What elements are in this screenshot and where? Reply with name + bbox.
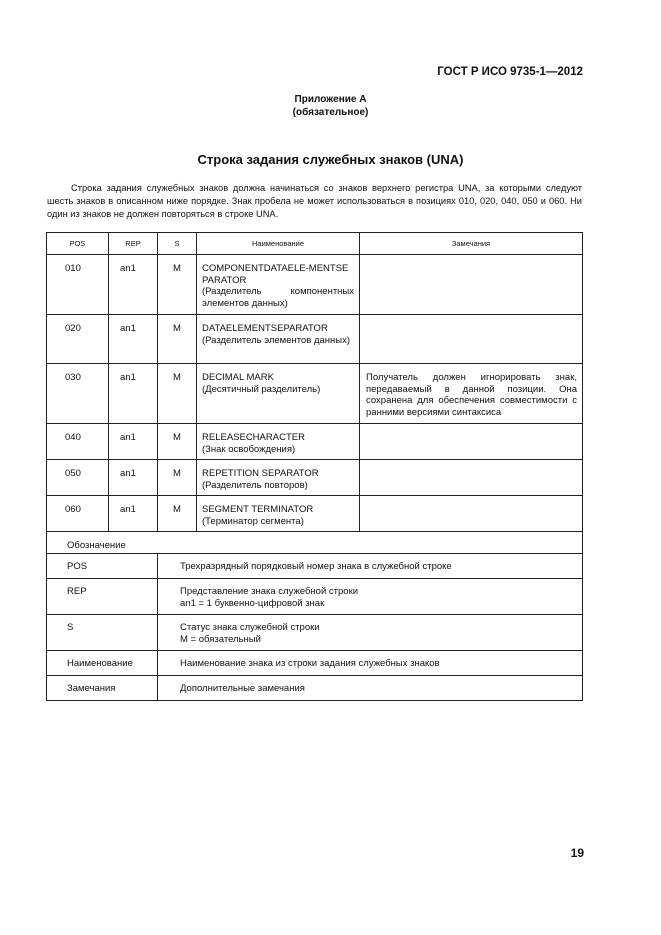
header-name: Наименование [197, 233, 360, 255]
row-pos: 060 [47, 496, 109, 532]
annex-status: (обязательное) [292, 107, 369, 118]
row-name-desc: (Терминатор сегмента) [202, 515, 304, 527]
row-remark [360, 460, 583, 496]
row-name-code: DECIMAL MARK [202, 372, 274, 383]
header-rep: REP [109, 233, 158, 255]
row-name-code: COMPONENTDATAELE-MENTSEPARATOR [202, 263, 349, 286]
legend-line1: Наименование знака из строки задания служебных знаков [180, 658, 440, 669]
row-name-code: DATAELEMENTSEPARATOR [202, 323, 328, 334]
table-row [47, 364, 583, 424]
una-table [46, 232, 583, 701]
legend-title: Обозначение [47, 532, 583, 554]
legend-row [47, 554, 583, 579]
row-name [197, 315, 360, 364]
table-header-row [47, 233, 583, 255]
row-rep: an1 [109, 424, 158, 460]
row-remark [360, 424, 583, 460]
row-name-code: REPETITION SEPARATOR [202, 468, 319, 479]
row-name-code: SEGMENT TERMINATOR [202, 504, 314, 515]
table-row [47, 424, 583, 460]
row-name-desc: (Знак освобождения) [202, 443, 296, 455]
section-title: Строка задания служебных знаков (UNA) [197, 152, 464, 167]
row-pos: 050 [47, 460, 109, 496]
legend-key: Наименование [47, 651, 158, 676]
row-remark [360, 255, 583, 315]
row-name-code: RELEASECHARACTER [202, 432, 305, 443]
row-name-desc: (Разделитель компонентных элементов данных) [202, 286, 354, 309]
legend-value [158, 676, 583, 701]
row-status: M [158, 364, 197, 424]
row-status: M [158, 496, 197, 532]
intro-paragraph [47, 182, 582, 221]
row-remark: Получатель должен игнорировать знак, передаваемый в данной позиции. Она сохранена для обеспечения совместимости с ранними версиями синтаксиса [360, 364, 583, 424]
header-remarks: Замечания [360, 233, 583, 255]
legend-line2: M = обязательный [180, 633, 261, 645]
row-name-desc: (Разделитель элементов данных) [202, 334, 351, 346]
legend-value [158, 554, 583, 579]
row-status: M [158, 424, 197, 460]
legend-line1: Трехразрядный порядковый номер знака в служебной строке [180, 561, 452, 572]
legend-row [47, 615, 583, 651]
legend-line1: Представление знака служебной строки [180, 586, 359, 597]
legend-row [47, 651, 583, 676]
header-pos: POS [47, 233, 109, 255]
table-row [47, 255, 583, 315]
row-rep: an1 [109, 315, 158, 364]
legend-value [158, 651, 583, 676]
row-name-desc: (Десятичный разделитель) [202, 383, 321, 395]
legend-key: S [47, 615, 158, 651]
row-name [197, 364, 360, 424]
row-remark [360, 315, 583, 364]
legend-key: REP [47, 579, 158, 615]
row-name [197, 255, 360, 315]
legend-title-row [47, 532, 583, 554]
legend-key: POS [47, 554, 158, 579]
legend-line1: Дополнительные замечания [180, 683, 305, 694]
legend-line1: Статус знака служебной строки [180, 622, 320, 633]
table-row [47, 496, 583, 532]
standard-number: ГОСТ Р ИСО 9735-1—2012 [437, 66, 583, 78]
legend-value [158, 579, 583, 615]
row-name [197, 496, 360, 532]
row-status: M [158, 315, 197, 364]
row-rep: an1 [109, 460, 158, 496]
annex-title: Приложение А [294, 94, 367, 105]
row-status: M [158, 460, 197, 496]
legend-value [158, 615, 583, 651]
row-remark [360, 496, 583, 532]
legend-line2: an1 = 1 буквенно-цифровой знак [180, 597, 325, 609]
row-rep: an1 [109, 496, 158, 532]
row-status: M [158, 255, 197, 315]
row-name-desc: (Разделитель повторов) [202, 479, 308, 491]
table-row [47, 315, 583, 364]
row-pos: 030 [47, 364, 109, 424]
row-name [197, 460, 360, 496]
page-number: 19 [570, 846, 584, 860]
row-rep: an1 [109, 364, 158, 424]
legend-key: Замечания [47, 676, 158, 701]
row-pos: 040 [47, 424, 109, 460]
row-rep: an1 [109, 255, 158, 315]
header-s: S [158, 233, 197, 255]
row-name [197, 424, 360, 460]
intro-paragraph-text: Строка задания служебных знаков должна начинаться со знаков верхнего регистра UNA, за которыми следуют шесть знаков в описанном ниже порядке. Знак пробела не может использоваться в позициях 010, 020, 040, 050 и 060. Ни один из знаков не должен повторяться в строке UNA. [47, 183, 582, 219]
row-pos: 020 [47, 315, 109, 364]
table-row [47, 460, 583, 496]
row-pos: 010 [47, 255, 109, 315]
legend-row [47, 676, 583, 701]
legend-row [47, 579, 583, 615]
